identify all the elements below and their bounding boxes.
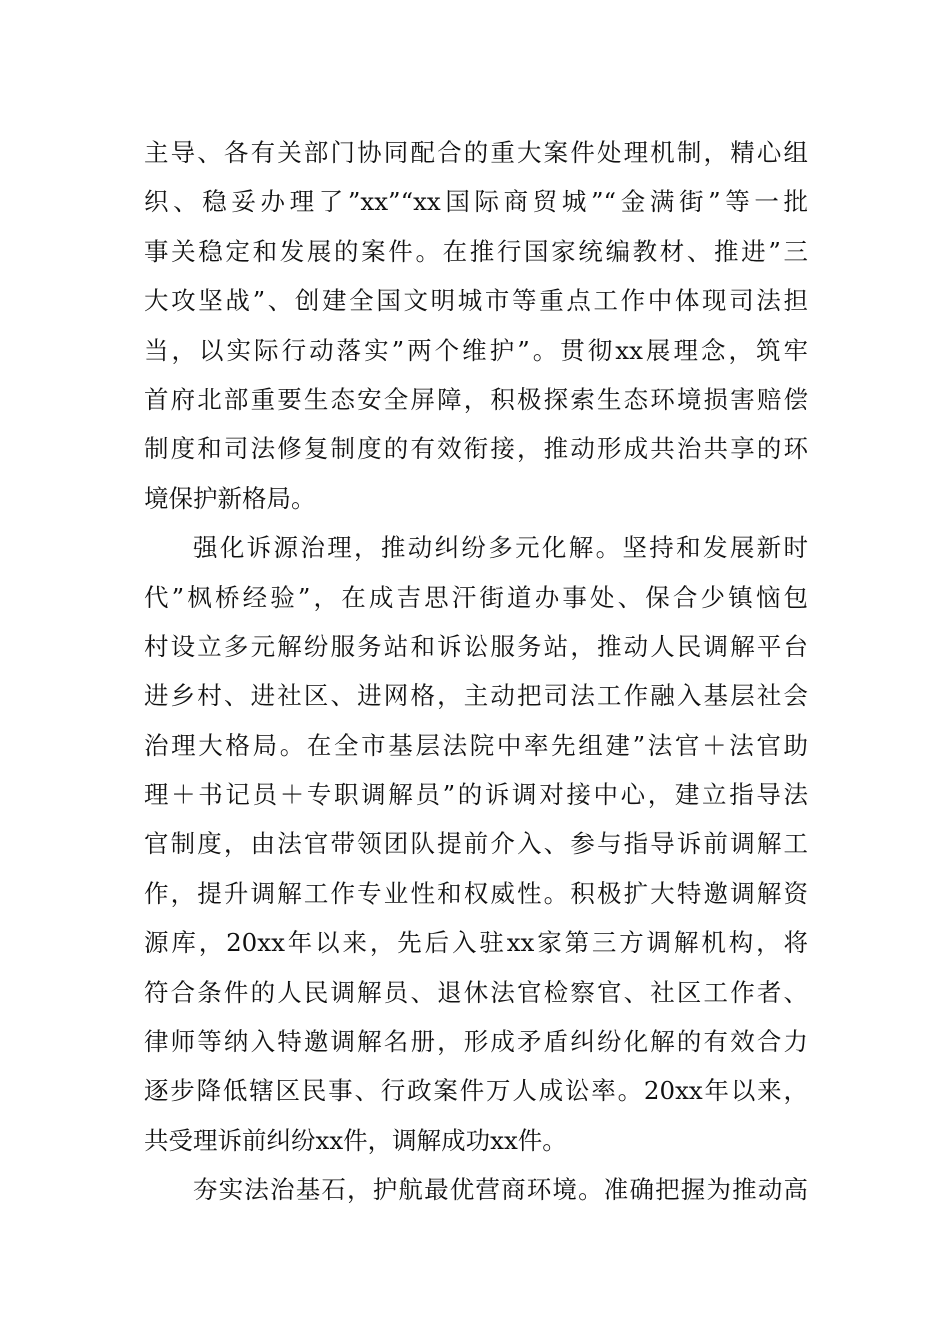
text-line: 符合条件的人民调解员、退休法官检察官、社区工作者、	[144, 977, 808, 1007]
text-line: 大攻坚战”、创建全国文明城市等重点工作中体现司法担	[144, 286, 808, 316]
text-line: 源库，20xx年以来，先后入驻xx家第三方调解机构，将	[144, 928, 808, 958]
text-line: 境保护新格局。	[144, 483, 316, 513]
text-line: 律师等纳入特邀调解名册，形成矛盾纠纷化解的有效合力	[144, 1027, 808, 1057]
text-line: 织、稳妥办理了”xx”“xx国际商贸城”“金满街”等一批	[144, 187, 808, 217]
text-line: 共受理诉前纠纷xx件，调解成功xx件。	[144, 1125, 567, 1155]
text-line: 当，以实际行动落实”两个维护”。贯彻xx展理念，筑牢	[144, 335, 808, 365]
text-line: 逐步降低辖区民事、行政案件万人成讼率。20xx年以来，	[144, 1076, 808, 1106]
text-line: 制度和司法修复制度的有效衔接，推动形成共治共享的环	[144, 434, 808, 464]
text-line: 治理大格局。在全市基层法院中率先组建”法官＋法官助	[144, 730, 808, 760]
paragraph-first-line: 强化诉源治理，推动纠纷多元化解。坚持和发展新时	[193, 533, 808, 563]
text-line: 事关稳定和发展的案件。在推行国家统编教材、推进”三	[144, 236, 808, 266]
text-line: 代”枫桥经验”，在成吉思汗街道办事处、保合少镇恼包	[144, 582, 808, 612]
document-body	[144, 128, 808, 1215]
text-line: 首府北部重要生态安全屏障，积极探索生态环境损害赔偿	[144, 384, 808, 414]
text-line: 官制度，由法官带领团队提前介入、参与指导诉前调解工	[144, 829, 808, 859]
text-line: 进乡村、进社区、进网格，主动把司法工作融入基层社会	[144, 681, 808, 711]
text-line: 作，提升调解工作专业性和权威性。积极扩大特邀调解资	[144, 878, 808, 908]
paragraph-first-line: 夯实法治基石，护航最优营商环境。准确把握为推动高	[193, 1175, 808, 1205]
text-line: 主导、各有关部门协同配合的重大案件处理机制，精心组	[144, 138, 808, 167]
text-line: 村设立多元解纷服务站和诉讼服务站，推动人民调解平台	[144, 631, 808, 661]
text-line: 理＋书记员＋专职调解员”的诉调对接中心，建立指导法	[144, 780, 808, 810]
